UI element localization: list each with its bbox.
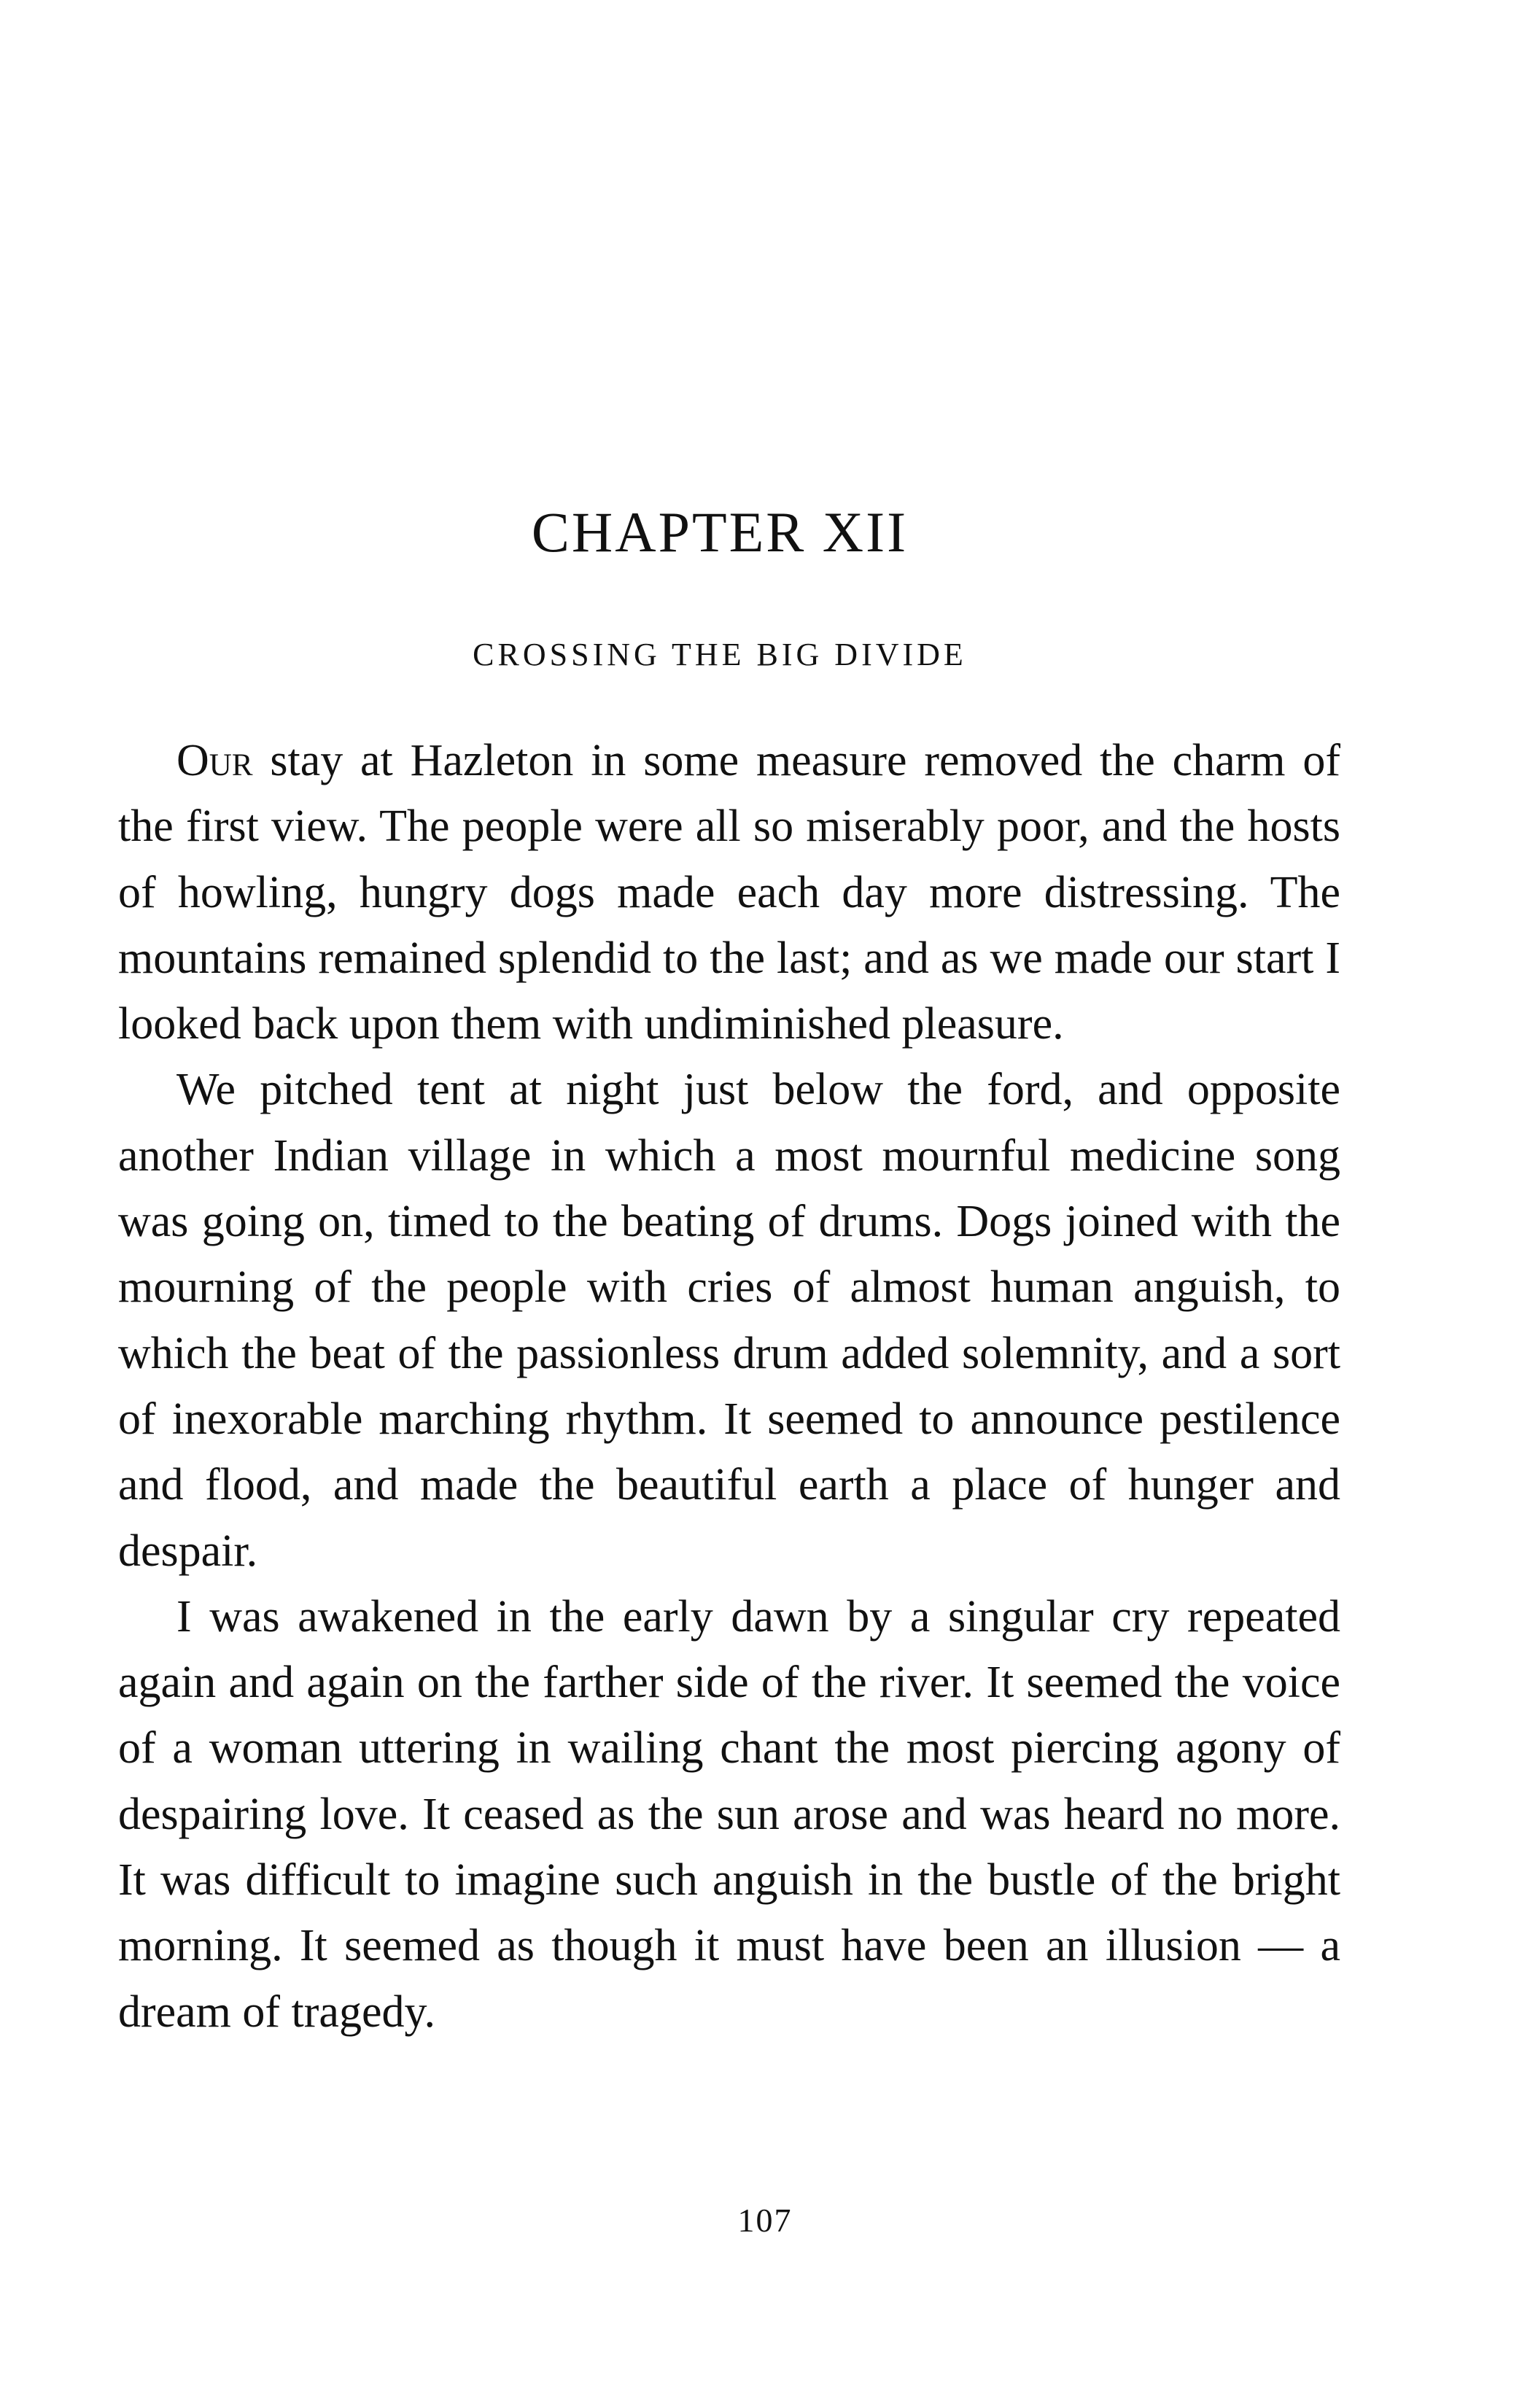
chapter-title: CHAPTER XII (531, 500, 909, 564)
body-text (118, 728, 1340, 2045)
chapter-subtitle: CROSSING THE BIG DIVIDE (473, 637, 967, 672)
page-number: 107 (737, 2202, 793, 2239)
paragraph-2: We pitched tent at night just below the ford, and opposite another Indian village in which a most mournful medicine song was going on, timed to the beating of drums. Dogs joined with the mourning of the people with cries of almost human anguish, to which the beat of the passionless drum added solemnity, and a sort of inexorable marching rhythm. It seemed to announce pestilence and flood, and made the beautiful earth a place of hunger and despair. (118, 1065, 1340, 1576)
paragraph-1 (118, 728, 1340, 1057)
paragraph-1-text: stay at Hazleton in some measure removed the charm of the first view. The people were all so miserably poor, and the hosts of howling, hungry dogs made each day more distressing. The mountains remained splendid to the last; and as we made our start I looked back upon them with undiminished pleasure. (118, 736, 1340, 1049)
paragraph-lead-word: Our (176, 736, 253, 785)
paragraph-3: I was awakened in the early dawn by a singular cry repeated again and again on the farther side of the river. It seemed the voice of a woman uttering in wailing chant the most piercing agony of despairing love. It ceased as the sun arose and was heard no more. It was difficult to imagine such anguish in the bustle of the bright morning. It seemed as though it must have been an illusion — a dream of tragedy. (118, 1591, 1340, 2037)
